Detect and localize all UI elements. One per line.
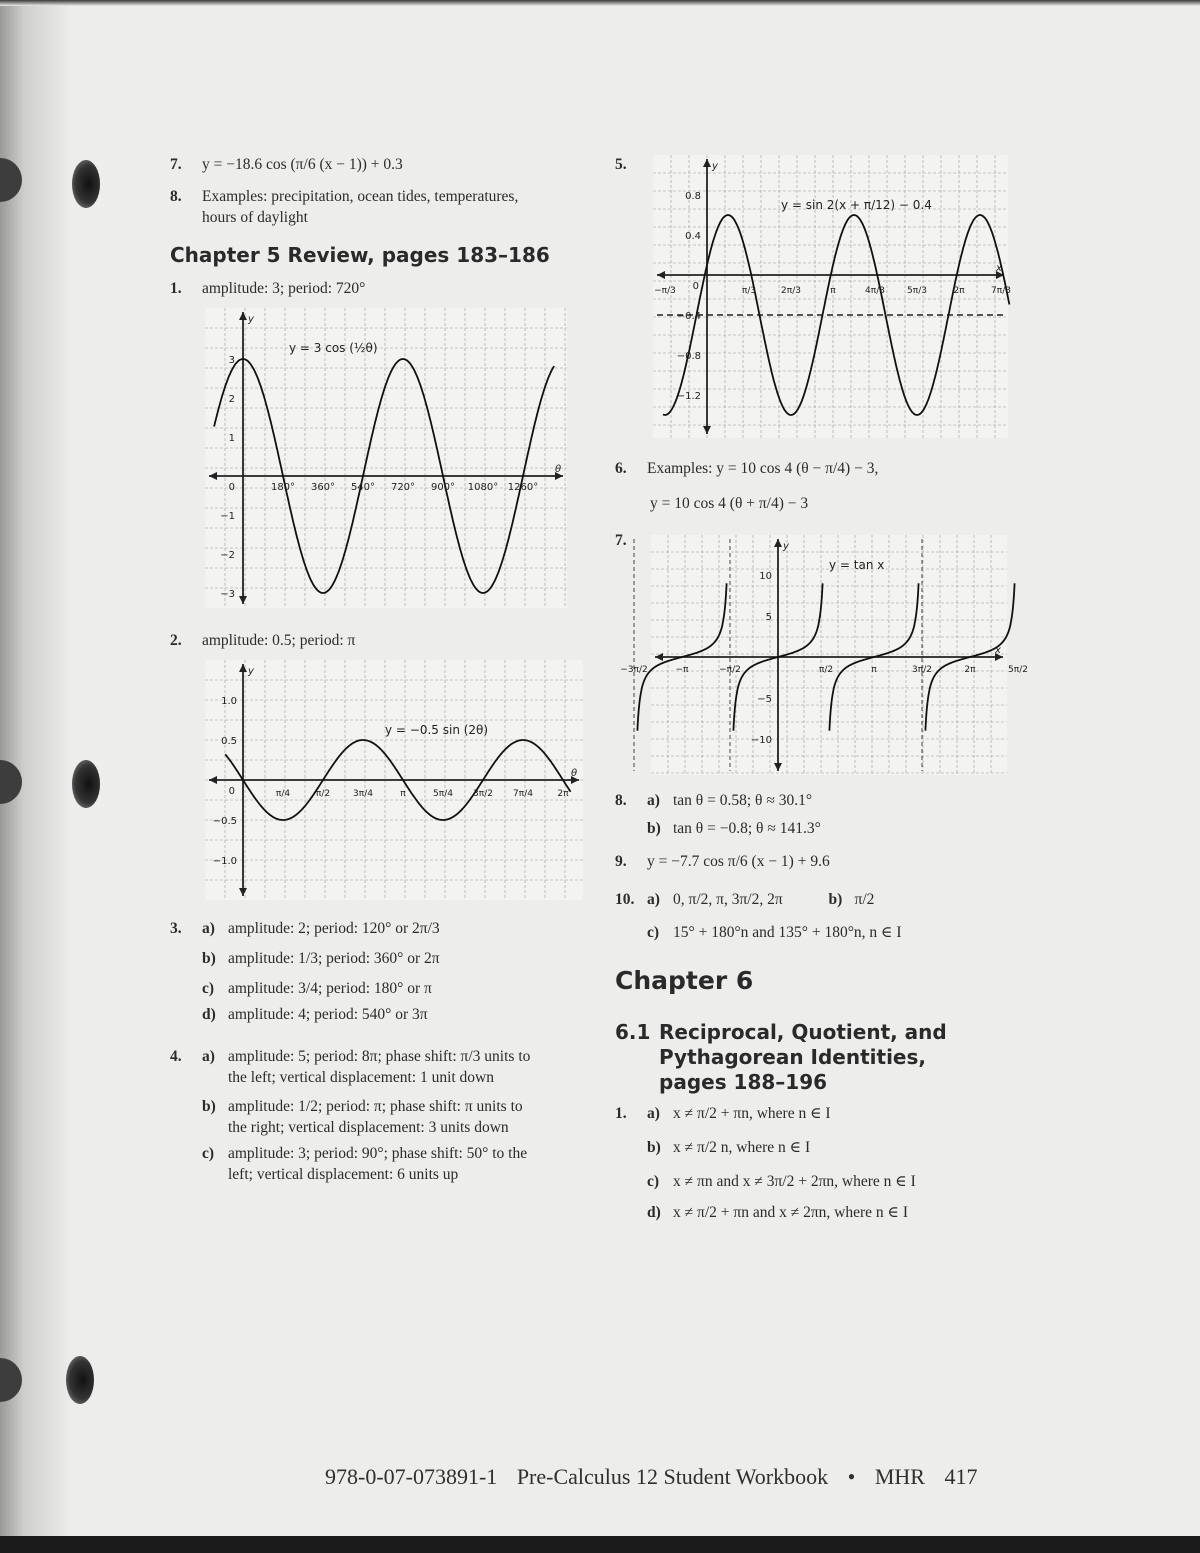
x-tick-label: 2π/3 <box>781 286 801 296</box>
graph-cosine-review-1 <box>205 308 567 608</box>
x-axis-arrow-left <box>209 472 217 480</box>
x-tick-label: 7π/4 <box>513 789 533 799</box>
y-axis-label: y <box>712 161 718 172</box>
y-tick-label: 5 <box>765 612 772 623</box>
x-tick-label: 180° <box>270 482 296 493</box>
x-tick-label: 3π/4 <box>353 789 373 799</box>
footer-page-number: 417 <box>944 1464 978 1489</box>
x-tick-label: −π/2 <box>719 665 741 675</box>
graph-3-svg <box>653 155 1011 438</box>
x-axis-label: x <box>996 263 1002 274</box>
x-axis-arrow-left <box>209 776 217 784</box>
review-4c: c) amplitude: 3; period: 90°; phase shift: 50° to the <box>202 1145 528 1162</box>
review-1: 1. amplitude: 3; period: 720° <box>170 280 366 297</box>
x-tick-label: 2π <box>953 286 965 296</box>
y-axis-arrow <box>239 312 247 320</box>
x-tick-label: π <box>871 665 877 675</box>
x-tick-label: π <box>830 286 836 296</box>
y-tick-label: −1 <box>220 511 235 522</box>
review-4b: b) amplitude: 1/2; period: π; phase shift: π units to <box>202 1098 523 1115</box>
review-10b-label: b) <box>828 891 843 908</box>
review-10a: 10. a) 0, π/2, π, 3π/2, 2π b) π/2 <box>615 891 875 908</box>
punch-hole-top <box>72 160 100 208</box>
chapter-6-heading: Chapter 6 <box>615 966 754 995</box>
y-tick-label: 0.8 <box>685 191 701 202</box>
y-axis-arrow <box>239 664 247 672</box>
review-8a: 8. a) tan θ = 0.58; θ ≈ 30.1° <box>615 792 813 809</box>
review-7: 7. <box>615 532 627 549</box>
y-tick-label: −1.2 <box>676 391 701 402</box>
x-tick-label: π/2 <box>818 665 834 675</box>
review-10c: c) 15° + 180°n and 135° + 180°n, n ∈ I <box>647 924 902 941</box>
x-tick-label: 3π/2 <box>912 665 932 675</box>
review-3c: c) amplitude: 3/4; period: 180° or π <box>202 980 432 997</box>
answer-8: 8. Examples: precipitation, ocean tides, temperatures, hours of daylight <box>170 188 519 226</box>
review-3b: b) amplitude: 1/3; period: 360° or 2π <box>202 950 440 967</box>
x-tick-label: π/3 <box>741 286 757 296</box>
review-3a: 3. a) amplitude: 2; period: 120° or 2π/3 <box>170 920 440 937</box>
y-tick-label: 3 <box>228 355 235 366</box>
origin-label: 0 <box>692 281 699 292</box>
x-axis-arrow-left <box>657 271 665 279</box>
x-tick-label: π <box>400 789 406 799</box>
x-tick-label: 5π/2 <box>1008 665 1028 675</box>
y-tick-label: 2 <box>228 394 235 405</box>
x-tick-label: −π/3 <box>654 286 676 296</box>
x-tick-label: 5π/3 <box>907 286 927 296</box>
x-tick-label: −π <box>675 665 689 675</box>
page-footer <box>325 1464 991 1490</box>
y-tick-label: −2 <box>220 550 235 561</box>
review-3d: d) amplitude: 4; period: 540° or 3π <box>202 1006 428 1023</box>
x-axis-label: θ <box>555 464 562 475</box>
y-tick-label: 0.4 <box>685 231 701 242</box>
review-6: 6. Examples: y = 10 cos 4 (θ − π/4) − 3, y = 10 cos 4 (θ + π/4) − 3 <box>615 460 879 512</box>
footer-publisher: MHR <box>874 1464 925 1489</box>
y-tick-label: −3 <box>220 589 235 600</box>
x-tick-label: 3π/2 <box>473 789 493 799</box>
y-tick-label: −5 <box>757 694 772 705</box>
x-tick-label: 4π/3 <box>865 286 885 296</box>
review-5: 5. <box>615 156 627 173</box>
answer-7-text: y = −18.6 cos (π/6 (x − 1)) + 0.3 <box>202 156 403 173</box>
x-tick-label: 1260° <box>507 482 539 493</box>
y-axis-arrow <box>774 539 782 547</box>
equation-label: y = sin 2(x + π/12) − 0.4 <box>781 198 932 212</box>
x-axis-label: θ <box>571 768 578 779</box>
section-1a: 1. a) x ≠ π/2 + πn, where n ∈ I <box>615 1105 831 1122</box>
review-2: 2. amplitude: 0.5; period: π <box>170 632 356 649</box>
x-tick-label: 360° <box>310 482 336 493</box>
equation-label: y = −0.5 sin (2θ) <box>385 723 489 737</box>
section-1d: d) x ≠ π/2 + πn and x ≠ 2πn, where n ∈ I <box>647 1204 909 1221</box>
x-tick-label: 720° <box>390 482 416 493</box>
x-axis-label: x <box>995 645 1001 656</box>
section-1 <box>615 1103 1035 1223</box>
y-axis-label: y <box>783 541 789 552</box>
y-axis-arrow-bottom <box>239 888 247 896</box>
x-tick-label: 540° <box>350 482 376 493</box>
x-tick-label: 2π <box>557 789 569 799</box>
section-1b: b) x ≠ π/2 n, where n ∈ I <box>647 1139 811 1156</box>
y-axis-label: y <box>248 314 254 325</box>
y-tick-label: 10 <box>759 571 772 582</box>
x-tick-label: 7π/3 <box>991 286 1011 296</box>
punch-hole-middle <box>72 760 100 808</box>
y-tick-label: 0.5 <box>221 736 237 747</box>
y-tick-label: −10 <box>750 735 772 746</box>
y-tick-label: −0.4 <box>676 311 701 322</box>
graph-sine-review-2 <box>205 660 583 900</box>
review-10b-text: π/2 <box>854 891 875 908</box>
section-6-1-heading: 6.1 Reciprocal, Quotient, and Pythagorean Identities, pages 188–196 <box>615 1020 947 1094</box>
section-1c: c) x ≠ πn and x ≠ 3π/2 + 2πn, where n ∈ I <box>647 1173 916 1190</box>
footer-title: Pre-Calculus 12 Student Workbook <box>516 1464 829 1489</box>
review-8b: b) tan θ = −0.8; θ ≈ 141.3° <box>647 820 821 837</box>
footer-isbn: 978-0-07-073891-1 <box>325 1464 498 1489</box>
graph-2-svg <box>205 660 583 900</box>
x-tick-label: 2π <box>964 665 976 675</box>
y-axis-arrow-bottom <box>239 596 247 604</box>
punch-hole-bottom <box>66 1356 94 1404</box>
y-axis-arrow <box>703 159 711 167</box>
y-axis-arrow-bottom <box>703 426 711 434</box>
footer-bullet: • <box>847 1464 856 1489</box>
y-tick-label: −0.8 <box>676 351 701 362</box>
x-tick-label: −3π/2 <box>620 665 648 675</box>
graph-sine-review-5 <box>653 155 1011 438</box>
answer-8-line2: hours of daylight <box>202 209 308 226</box>
review-4: 4. a) amplitude: 5; period: 8π; phase shift: π/3 units to the left; vertical displacement: 1 unit down b) amplitude: 1/2; period: π; phase shift: π units to the right; vertical displacement: 3 units down c) amplitude: 3; period: 90°; phase shift: 50° to the left; vertical displacement: 6 units up <box>170 1046 600 1185</box>
review-4a: 4. a) amplitude: 5; period: 8π; phase shift: π/3 units to <box>170 1048 531 1065</box>
y-tick-label: 1.0 <box>221 696 237 707</box>
graph-1-svg <box>205 308 567 608</box>
graph-tangent-review-7 <box>620 535 1028 775</box>
origin-label: 0 <box>228 786 235 797</box>
x-tick-label: π/2 <box>315 789 331 799</box>
review-3 <box>170 918 600 1025</box>
review-heading: Chapter 5 Review, pages 183–186 <box>170 243 550 267</box>
review-8 <box>615 790 1035 839</box>
answer-8-line1: Examples: precipitation, ocean tides, temperatures, <box>202 188 519 205</box>
review-9: 9. y = −7.7 cos π/6 (x − 1) + 9.6 <box>615 853 830 870</box>
equation-label: y = tan x <box>829 558 885 572</box>
y-axis-arrow-bottom <box>774 763 782 771</box>
review-10 <box>615 889 1035 943</box>
answer-7: 7. y = −18.6 cos (π/6 (x − 1)) + 0.3 <box>170 156 403 173</box>
x-tick-label: 1080° <box>467 482 499 493</box>
page-bottom-edge <box>0 1536 1200 1553</box>
x-tick-label: 5π/4 <box>433 789 453 799</box>
page-top-edge <box>0 0 1200 6</box>
y-tick-label: −1.0 <box>212 856 237 867</box>
graph-4-svg <box>620 535 1028 775</box>
y-axis-label: y <box>248 666 254 677</box>
x-tick-label: 900° <box>430 482 456 493</box>
equation-label: y = 3 cos (½θ) <box>289 341 378 355</box>
y-tick-label: −0.5 <box>212 816 237 827</box>
x-tick-label: π/4 <box>275 789 291 799</box>
y-tick-label: 1 <box>228 433 235 444</box>
origin-label: 0 <box>228 482 235 493</box>
